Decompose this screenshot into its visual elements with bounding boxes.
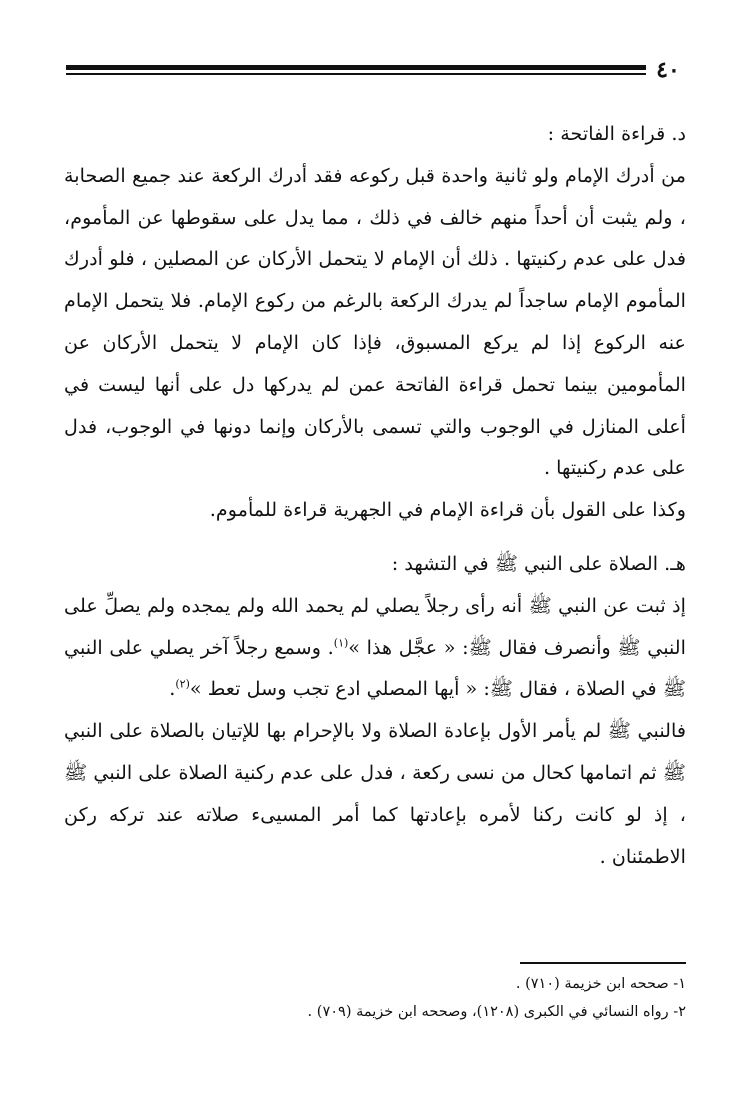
footnote-1: ١- صححه ابن خزيمة (٧١٠) . bbox=[515, 976, 686, 992]
section-h-heading: هـ. الصلاة على النبي ﷺ في التشهد : bbox=[391, 551, 686, 575]
header-rule bbox=[66, 62, 646, 78]
footnote-ref-1[interactable]: (١) bbox=[333, 636, 349, 650]
header-rule-thin bbox=[66, 73, 646, 75]
footnotes bbox=[64, 970, 686, 1026]
section-h-paragraph-2: فالنبي ﷺ لم يأمر الأول بإعادة الصلاة ولا بالإحرام بها للإتيان بالصلاة على النبي ﷺ ثم اتمامها كحال من نسى ركعة ، فدل على عدم ركنية الصلاة على النبي ﷺ ، إذ لو كانت ركنا لأمره بإعادتها كما أمر المسيىء صلاته عند تركه ركن الاطمئنان . bbox=[64, 719, 686, 868]
section-d-heading: د. قراءة الفاتحة : bbox=[547, 122, 686, 145]
section-h-paragraph bbox=[64, 585, 686, 710]
footnote-2: ٢- رواه النسائي في الكبرى (١٢٠٨)، وصححه ابن خزيمة (٧٠٩) . bbox=[307, 1004, 686, 1020]
section-d-closing: وكذا على القول بأن قراءة الإمام في الجهرية قراءة للمأموم. bbox=[209, 498, 686, 522]
header-rule-thick bbox=[66, 65, 646, 70]
body-text bbox=[64, 113, 686, 877]
footnote-rule bbox=[520, 962, 686, 964]
section-gap bbox=[64, 531, 686, 543]
section-h-text-2: . وسمع رجلاً آخر يصلي على النبي ﷺ في الصلاة ، فقال ﷺ: « أيها المصلي ادع تجب وسل تعط » bbox=[64, 635, 686, 701]
page-number: ٤٠ bbox=[648, 52, 688, 88]
footnote-ref-2[interactable]: (٢) bbox=[175, 677, 190, 691]
section-h-text-1: إذ ثبت عن النبي ﷺ أنه رأى رجلاً يصلي لم يحمد الله ولم يمجده ولم يصلِّ على النبي ﷺ وأنصرف فقال ﷺ: « عجَّل هذا » bbox=[64, 593, 686, 659]
section-h-text-3: . bbox=[169, 677, 176, 701]
section-d-paragraph: من أدرك الإمام ولو ثانية واحدة قبل ركوعه فقد أدرك الركعة عند جميع الصحابة ، ولم يثبت أن أحداً منهم خالف في ذلك ، مما يدل على سقوطها عن المأموم، فدل على عدم ركنيتها . ذلك أن الإمام لا يتحمل الأركان عن المصلين ، فلو أدرك المأموم الإمام ساجداً لم يدرك الركعة بالرغم من ركوع الإمام. فلا يتحمل الإمام عنه الركوع إذا لم يركع المسبوق، فإذا كان الإمام لا يتحمل الأركان عن المأمومين بينما تحمل قراءة الفاتحة عمن لم يدركها دل على أنها ليست في أعلى المنازل في الوجوب والتي تسمى بالأركان وإنما دونها في الوجوب، فدل على عدم ركنيتها . bbox=[64, 163, 686, 480]
